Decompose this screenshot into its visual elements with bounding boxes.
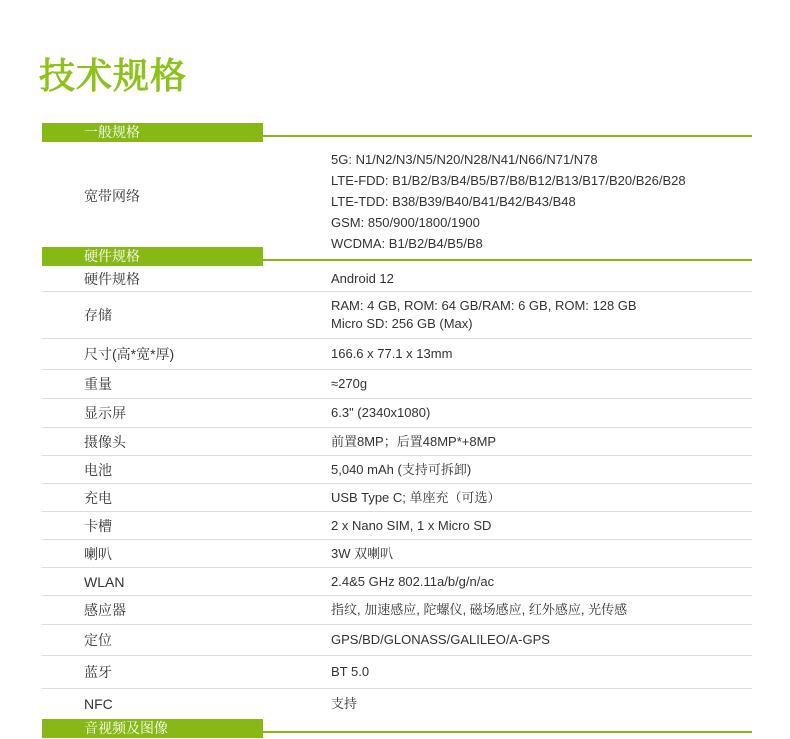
spec-row bbox=[42, 656, 752, 689]
network-band-line: 5G: N1/N2/N3/N5/N20/N28/N41/N66/N71/N78 bbox=[331, 152, 598, 167]
spec-label: 卡槽 bbox=[84, 517, 112, 534]
spec-label: 感应器 bbox=[84, 602, 126, 618]
spec-value: 2.4&5 GHz 802.11a/b/g/n/ac bbox=[331, 573, 495, 589]
spec-value-line: Micro SD: 256 GB (Max) bbox=[331, 316, 473, 331]
spec-value: GPS/BD/GLONASS/GALILEO/A-GPS bbox=[331, 632, 550, 647]
spec-row bbox=[42, 399, 752, 428]
spec-label: 喇叭 bbox=[84, 545, 112, 562]
spec-label: 电池 bbox=[84, 461, 112, 478]
section-av-header bbox=[42, 719, 752, 738]
spec-label: 显示屏 bbox=[84, 405, 126, 421]
spec-row bbox=[42, 456, 752, 484]
network-bands bbox=[331, 149, 686, 254]
spec-value: 3W 双喇叭 bbox=[331, 545, 394, 561]
section-hardware-header bbox=[42, 247, 752, 266]
network-label: 宽带网络 bbox=[84, 188, 140, 204]
spec-row bbox=[42, 484, 752, 512]
spec-value: 支持 bbox=[331, 695, 358, 711]
spec-label: 重量 bbox=[84, 376, 112, 392]
spec-label: WLAN bbox=[84, 573, 125, 590]
network-band-line: WCDMA: B1/B2/B4/B5/B8 bbox=[331, 236, 483, 251]
spec-row bbox=[42, 689, 752, 718]
spec-row bbox=[42, 339, 752, 370]
spec-row bbox=[42, 512, 752, 540]
spec-row bbox=[42, 266, 752, 292]
spec-row bbox=[42, 292, 752, 339]
spec-value: USB Type C; 单座充（可选） bbox=[331, 489, 501, 505]
spec-label: 存储 bbox=[84, 307, 112, 323]
network-band-line: LTE-FDD: B1/B2/B3/B4/B5/B7/B8/B12/B13/B17/B20/B26/B28 bbox=[331, 173, 686, 188]
section-divider bbox=[263, 731, 752, 733]
spec-value: Android 12 bbox=[331, 270, 394, 286]
spec-value: 6.3" (2340x1080) bbox=[331, 405, 431, 420]
spec-value: 166.6 x 77.1 x 13mm bbox=[331, 346, 453, 361]
spec-label: 蓝牙 bbox=[84, 664, 112, 680]
section-av-title: 音视频及图像 bbox=[42, 719, 263, 738]
spec-label: 硬件规格 bbox=[84, 270, 140, 287]
network-band-line: LTE-TDD: B38/B39/B40/B41/B42/B43/B48 bbox=[331, 194, 576, 209]
spec-label: 定位 bbox=[84, 632, 112, 648]
spec-value-line: RAM: 4 GB, ROM: 64 GB/RAM: 6 GB, ROM: 128 GB bbox=[331, 298, 637, 313]
spec-value: 5,040 mAh (支持可拆卸) bbox=[331, 461, 472, 477]
spec-label: 充电 bbox=[84, 489, 112, 506]
spec-value: BT 5.0 bbox=[331, 664, 370, 679]
spec-row bbox=[42, 370, 752, 399]
spec-row bbox=[42, 625, 752, 656]
spec-label: NFC bbox=[84, 695, 113, 712]
spec-value: ≈270g bbox=[331, 376, 368, 391]
section-general-header bbox=[42, 123, 752, 142]
spec-value: 2 x Nano SIM, 1 x Micro SD bbox=[331, 517, 492, 533]
spec-row bbox=[42, 596, 752, 625]
section-divider bbox=[263, 259, 752, 261]
spec-label: 摄像头 bbox=[84, 433, 126, 450]
spec-value: 指纹, 加速感应, 陀螺仪, 磁场感应, 红外感应, 光传感 bbox=[331, 602, 628, 617]
spec-row bbox=[42, 540, 752, 568]
spec-row bbox=[42, 568, 752, 596]
spec-value: 前置8MP；后置48MP*+8MP bbox=[331, 433, 497, 449]
section-general-title: 一般规格 bbox=[42, 123, 263, 142]
spec-row bbox=[42, 428, 752, 456]
network-band-line: GSM: 850/900/1800/1900 bbox=[331, 215, 480, 230]
section-hardware-title: 硬件规格 bbox=[42, 247, 263, 266]
spec-value bbox=[331, 297, 637, 333]
section-divider bbox=[263, 135, 752, 137]
spec-label: 尺寸(高*宽*厚) bbox=[84, 346, 175, 362]
page-title: 技术规格 bbox=[39, 56, 188, 97]
